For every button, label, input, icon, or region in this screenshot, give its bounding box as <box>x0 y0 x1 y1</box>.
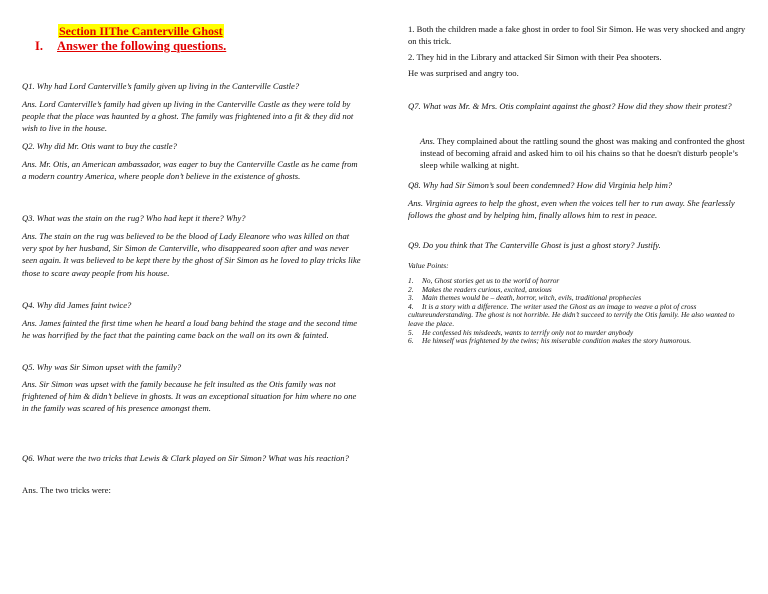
section-title: Section IIThe Canterville Ghost <box>59 24 223 38</box>
trick-2: 2. They hid in the Library and attacked Sir Simon with their Pea shooters. <box>408 52 662 62</box>
value-points-list <box>408 277 738 346</box>
answer-7-text: They complained about the rattling sound the ghost was making and confronted the ghost instead of becoming afraid and asked him to oil his chains so that he doesn't disturb people’s sleep while walking at night. <box>420 136 745 171</box>
question-5: Q5. Why was Sir Simon upset with the family? <box>22 362 182 372</box>
heading-number: I. <box>35 39 43 53</box>
value-point: 3. Main themes would be – death, horror, witch, evils, traditional prophecies <box>408 293 642 303</box>
value-point: 5. He confessed his misdeeds, wants to terrify only not to murder anybody <box>408 327 634 337</box>
answer-2: Ans. Mr. Otis, an American ambassador, was eager to buy the Canterville Castle as he came from a modern country America, where people don’t believe in the existence of ghosts. <box>22 159 358 182</box>
answer-5: Ans. Sir Simon was upset with the family because he felt insulted as the Otis family was not frightened of him & didn’t believe in ghosts. It was an exceptional situation for him where no one in the family was scared of his presence amongst them. <box>22 379 357 414</box>
question-4: Q4. Why did James faint twice? <box>22 300 132 310</box>
value-point: 1. No, Ghost stories get us to the world of horror <box>408 276 560 285</box>
reaction: He was surprised and angry too. <box>408 68 519 78</box>
answer-3: Ans. The stain on the rug was believed to be the blood of Lady Eleanore who was killed on that very spot by her husband, Sir Simon de Canterville, who disappeared soon after and was never seen again. It was believed to be kept there by the ghost of Sir Simon as he loved to play tricks like those to scare away people from his house. <box>22 231 361 278</box>
answer-1: Ans. Lord Canterville’s family had given up living in the Canterville Castle as they were told by people that the place was haunted by a ghost. The family was frightened into a fit & they did not wish to live in the house. <box>22 99 354 134</box>
question-7: Q7. What was Mr. & Mrs. Otis complaint against the ghost? How did they show their protest? <box>408 101 732 111</box>
answer-8: Ans. Virginia agrees to help the ghost, even when the voices tell her to run away. She fearlessly follows the ghost and by helping him, finally allows him to rest in peace. <box>408 198 735 221</box>
question-1: Q1. Why had Lord Canterville’s family given up living in the Canterville Castle? <box>22 81 300 91</box>
trick-1: 1. Both the children made a fake ghost in order to fool Sir Simon. He was very shocked and angry on this trick. <box>408 24 746 47</box>
answer-4: Ans. James fainted the first time when he heard a loud bang behind the stage and the second time he was horrified by the fact that the painting came back on the wall on its own & fainted. <box>22 318 358 341</box>
value-point: 6. He himself was frightened by the twins; his miserable condition makes the story humorous. <box>408 336 692 346</box>
answer-7-label: Ans. <box>420 136 436 146</box>
answer-7 <box>420 135 745 172</box>
value-point: 2. Makes the readers curious, excited, anxious <box>408 284 552 294</box>
question-2: Q2. Why did Mr. Otis want to buy the castle? <box>22 141 177 151</box>
value-point: 4. It is a story with a difference. The writer used the Ghost as an image to weave a plot of cross cultureunderstanding. The ghost is not horrible. He didn’t succeed to terrify the Otis family. He also wanted to leave the place. <box>408 301 735 328</box>
section-heading <box>35 38 226 54</box>
value-points-title: Value Points: <box>408 261 449 270</box>
question-9: Q9. Do you think that The Canterville Ghost is just a ghost story? Justify. <box>408 240 661 250</box>
answer-6: Ans. The two tricks were: <box>22 485 111 495</box>
heading-text: Answer the following questions. <box>57 39 227 53</box>
question-6: Q6. What were the two tricks that Lewis & Clark played on Sir Simon? What was his reaction? <box>22 453 349 463</box>
question-3: Q3. What was the stain on the rug? Who had kept it there? Why? <box>22 213 246 223</box>
question-8: Q8. Why had Sir Simon’s soul been condemned? How did Virginia help him? <box>408 180 673 190</box>
